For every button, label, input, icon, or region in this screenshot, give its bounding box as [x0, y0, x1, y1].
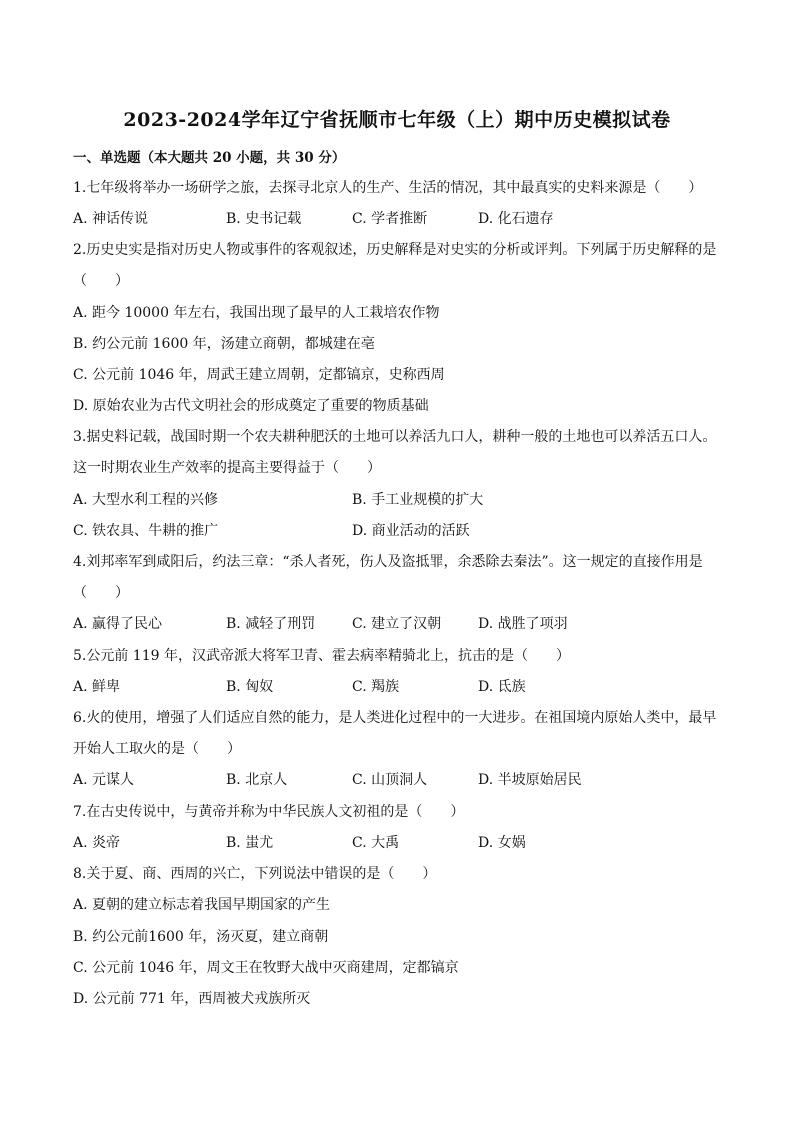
question-6-option-a[interactable]: A. 元谋人 — [73, 772, 135, 788]
question-8-option-d[interactable]: D. 公元前 771 年，西周被犬戎族所灭 — [73, 991, 311, 1007]
question-2-stem: 2.历史史实是指对历史人物或事件的客观叙述，历史解释是对史实的分析或评判。下列属于历史解释的是 — [73, 242, 717, 258]
question-7-option-d[interactable]: D. 女娲 — [478, 835, 526, 851]
question-7-option-a[interactable]: A. 炎帝 — [73, 835, 121, 851]
question-4-option-d[interactable]: D. 战胜了项羽 — [478, 616, 568, 632]
question-4-stem-cont: （ ） — [73, 585, 129, 601]
question-8-option-a[interactable]: A. 夏朝的建立标志着我国早期国家的产生 — [73, 897, 331, 913]
question-4-option-b[interactable]: B. 减轻了刑罚 — [226, 616, 316, 632]
question-4-option-a[interactable]: A. 赢得了民心 — [73, 616, 163, 632]
question-5-option-a[interactable]: A. 鲜卑 — [73, 679, 121, 695]
question-2-option-a[interactable]: A. 距今 10000 年左右，我国出现了最早的人工栽培农作物 — [73, 305, 440, 321]
page-title: 2023-2024学年辽宁省抚顺市七年级（上）期中历史模拟试卷 — [123, 109, 671, 131]
question-2-option-d[interactable]: D. 原始农业为古代文明社会的形成奠定了重要的物质基础 — [73, 398, 429, 414]
question-6-option-c[interactable]: C. 山顶洞人 — [352, 772, 428, 788]
question-2-option-b[interactable]: B. 约公元前 1600 年，汤建立商朝，都城建在亳 — [73, 336, 375, 352]
question-1-stem: 1.七年级将举办一场研学之旅，去探寻北京人的生产、生活的情况，其中最真实的史料来源是（ ） — [73, 180, 703, 196]
question-8-option-c[interactable]: C. 公元前 1046 年，周文王在牧野大战中灭商建周，定都镐京 — [73, 960, 459, 976]
question-6-stem-cont: 开始人工取火的是（ ） — [73, 741, 241, 757]
question-4-stem: 4.刘邦率军到咸阳后，约法三章：“杀人者死，伤人及盗抵罪，余悉除去秦法”。这一规定的直接作用是 — [73, 554, 703, 570]
question-8-stem: 8.关于夏、商、西周的兴亡，下列说法中错误的是（ ） — [73, 866, 437, 882]
question-6-stem: 6.火的使用，增强了人们适应自然的能力，是人类进化过程中的一大进步。在祖国境内原始人类中，最早 — [73, 710, 717, 726]
section-heading: 一、单选题（本大题共 20 小题，共 30 分） — [73, 150, 346, 166]
question-5-option-c[interactable]: C. 羯族 — [352, 679, 400, 695]
question-7-stem: 7.在古史传说中，与黄帝并称为中华民族人文初祖的是（ ） — [73, 804, 465, 820]
question-3-option-d[interactable]: D. 商业活动的活跃 — [352, 523, 470, 539]
question-6-option-d[interactable]: D. 半坡原始居民 — [478, 772, 582, 788]
question-3-stem-cont: 这一时期农业生产效率的提高主要得益于（ ） — [73, 460, 381, 476]
question-2-stem-cont: （ ） — [73, 273, 129, 289]
question-3-option-a[interactable]: A. 大型水利工程的兴修 — [73, 492, 219, 508]
question-7-option-b[interactable]: B. 蚩尤 — [226, 835, 274, 851]
question-5-option-b[interactable]: B. 匈奴 — [226, 679, 274, 695]
question-3-stem: 3.据史料记载，战国时期一个农夫耕种肥沃的土地可以养活九口人，耕种一般的土地也可以养活五口人。 — [73, 429, 717, 445]
question-1-option-c[interactable]: C. 学者推断 — [352, 211, 428, 227]
question-3-option-c[interactable]: C. 铁农具、牛耕的推广 — [73, 523, 219, 539]
question-6-option-b[interactable]: B. 北京人 — [226, 772, 288, 788]
question-1-option-b[interactable]: B. 史书记载 — [226, 211, 302, 227]
question-1-option-a[interactable]: A. 神话传说 — [73, 211, 149, 227]
question-4-option-c[interactable]: C. 建立了汉朝 — [352, 616, 442, 632]
question-2-option-c[interactable]: C. 公元前 1046 年，周武王建立周朝，定都镐京，史称西周 — [73, 367, 445, 383]
question-5-option-d[interactable]: D. 氐族 — [478, 679, 526, 695]
question-3-option-b[interactable]: B. 手工业规模的扩大 — [352, 492, 484, 508]
question-8-option-b[interactable]: B. 约公元前1600 年，汤灭夏，建立商朝 — [73, 929, 329, 945]
question-5-stem: 5.公元前 119 年，汉武帝派大将军卫青、霍去病率精骑北上，抗击的是（ ） — [73, 648, 570, 664]
question-1-option-d[interactable]: D. 化石遗存 — [478, 211, 554, 227]
question-7-option-c[interactable]: C. 大禹 — [352, 835, 400, 851]
